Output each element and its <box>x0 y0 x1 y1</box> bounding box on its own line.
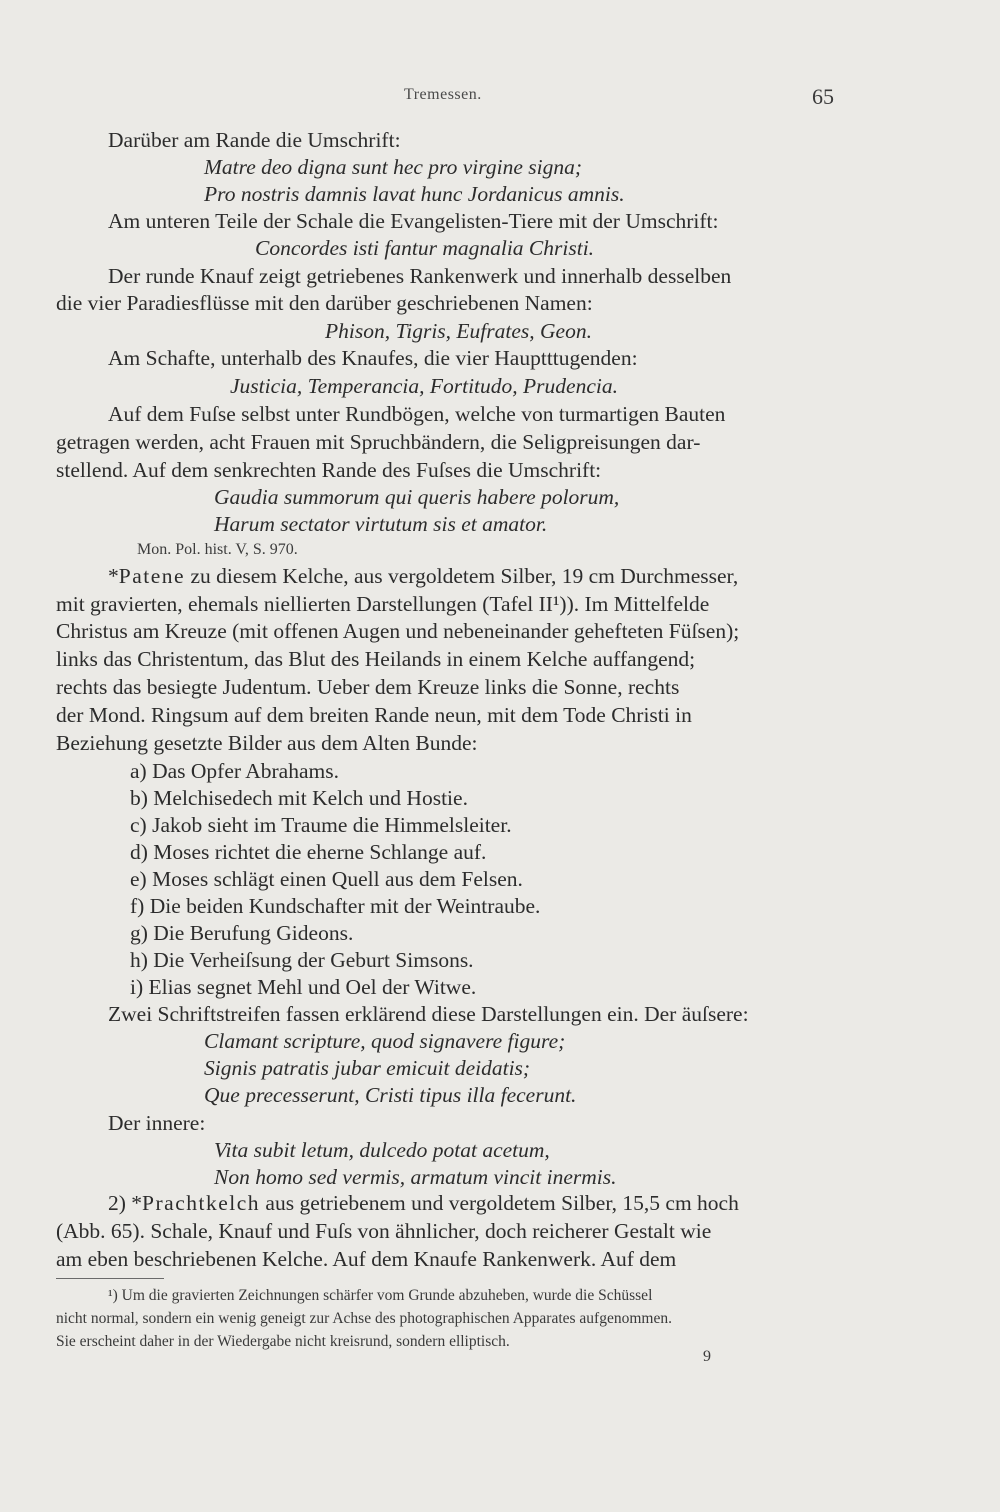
verse-line: Harum sectator virtutum sis et amator. <box>214 512 548 536</box>
verse-line: Clamant scripture, quod signavere figure; <box>204 1029 566 1053</box>
verse-line: Concordes isti fantur magnalia Christi. <box>255 236 595 260</box>
text-line: Christus am Kreuze (mit offenen Augen und nebeneinander gehefteten Füſsen); <box>56 619 740 643</box>
text-line: rechts das besiegte Judentum. Ueber dem Kreuze links die Sonne, rechts <box>56 675 680 699</box>
verse-line: Que precesserunt, Cristi tipus illa fecerunt. <box>204 1083 577 1107</box>
list-item: f) Die beiden Kundschafter mit der Weintraube. <box>130 894 541 918</box>
item-heading: Patene <box>118 564 186 588</box>
item-number: 2) * <box>108 1191 143 1215</box>
text-line: Der innere: <box>108 1111 206 1135</box>
footnote-rule <box>56 1278 164 1279</box>
text-line: *Patene zu diesem Kelche, aus vergoldetem Silber, 19 cm Durchmesser, <box>108 564 739 588</box>
list-item: e) Moses schlägt einen Quell aus dem Felsen. <box>130 867 523 891</box>
text-line: Am Schafte, unterhalb des Knaufes, die vier Hauptttugenden: <box>108 346 638 370</box>
verse-line: Signis patratis jubar emicuit deidatis; <box>204 1056 531 1080</box>
verse-line: Matre deo digna sunt hec pro virgine signa; <box>204 155 582 179</box>
text-run: aus getriebenem und vergoldetem Silber, 15,5 cm hoch <box>260 1191 739 1215</box>
list-item: a) Das Opfer Abrahams. <box>130 759 339 783</box>
list-item: g) Die Berufung Gideons. <box>130 921 354 945</box>
verse-line: Pro nostris damnis lavat hunc Jordanicus amnis. <box>204 182 625 206</box>
footnote-line: Sie erscheint daher in der Wiedergabe nicht kreisrund, sondern elliptisch. <box>56 1333 510 1350</box>
verse-line: Vita subit letum, dulcedo potat acetum, <box>214 1138 550 1162</box>
text-line: am eben beschriebenen Kelche. Auf dem Knaufe Rankenwerk. Auf dem <box>56 1247 677 1271</box>
text-line: stellend. Auf dem senkrechten Rande des Fuſses die Umschrift: <box>56 458 602 482</box>
item-heading: Prachtkelch <box>142 1191 261 1215</box>
page-number: 65 <box>812 84 834 109</box>
list-item: b) Melchisedech mit Kelch und Hostie. <box>130 786 468 810</box>
footnote-line: nicht normal, sondern ein wenig geneigt zur Achse des photographischen Apparates aufgenommen. <box>56 1310 672 1327</box>
list-item: d) Moses richtet die eherne Schlange auf. <box>130 840 487 864</box>
footnote-line: ¹) Um die gravierten Zeichnungen schärfer vom Grunde abzuheben, wurde die Schüssel <box>108 1287 653 1304</box>
verse-line: Non homo sed vermis, armatum vincit inermis. <box>214 1165 617 1189</box>
list-item: c) Jakob sieht im Traume die Himmelsleiter. <box>130 813 512 837</box>
text-line: Der runde Knauf zeigt getriebenes Rankenwerk und innerhalb desselben <box>108 264 732 288</box>
verse-line: Justicia, Temperancia, Fortitudo, Prudencia. <box>230 374 618 398</box>
list-item: h) Die Verheiſsung der Geburt Simsons. <box>130 948 474 972</box>
text-line: Am unteren Teile der Schale die Evangelisten-Tiere mit der Umschrift: <box>108 209 719 233</box>
text-run: zu diesem Kelche, aus vergoldetem Silber, 19 cm Durchmesser, <box>185 564 739 588</box>
text-line: links das Christentum, das Blut des Heilands in einem Kelche auffangend; <box>56 647 696 671</box>
citation: Mon. Pol. hist. V, S. 970. <box>137 541 298 558</box>
text-line: Beziehung gesetzte Bilder aus dem Alten Bunde: <box>56 731 478 755</box>
text-line <box>108 1193 739 1215</box>
text-line: Auf dem Fuſse selbst unter Rundbögen, welche von turmartigen Bauten <box>108 402 726 426</box>
verse-line: Gaudia summorum qui queris habere polorum, <box>214 485 620 509</box>
list-item: i) Elias segnet Mehl und Oel der Witwe. <box>130 975 477 999</box>
text-line: der Mond. Ringsum auf dem breiten Rande neun, mit dem Tode Christi in <box>56 703 692 727</box>
text-line: Zwei Schriftstreifen fassen erklärend diese Darstellungen ein. Der äuſsere: <box>108 1002 749 1026</box>
signature-mark: 9 <box>703 1348 711 1365</box>
verse-line: Phison, Tigris, Eufrates, Geon. <box>325 319 592 343</box>
text-line: (Abb. 65). Schale, Knauf und Fuſs von ähnlicher, doch reicherer Gestalt wie <box>56 1219 712 1243</box>
text-line: mit gravierten, ehemals niellierten Darstellungen (Tafel II¹)). Im Mittelfelde <box>56 592 710 616</box>
text-line: Darüber am Rande die Umschrift: <box>108 128 401 152</box>
text-line: getragen werden, acht Frauen mit Spruchbändern, die Seligpreisungen dar- <box>56 430 701 454</box>
running-head: Tremessen. <box>404 86 482 103</box>
text-line: die vier Paradiesflüsse mit den darüber geschriebenen Namen: <box>56 291 593 315</box>
